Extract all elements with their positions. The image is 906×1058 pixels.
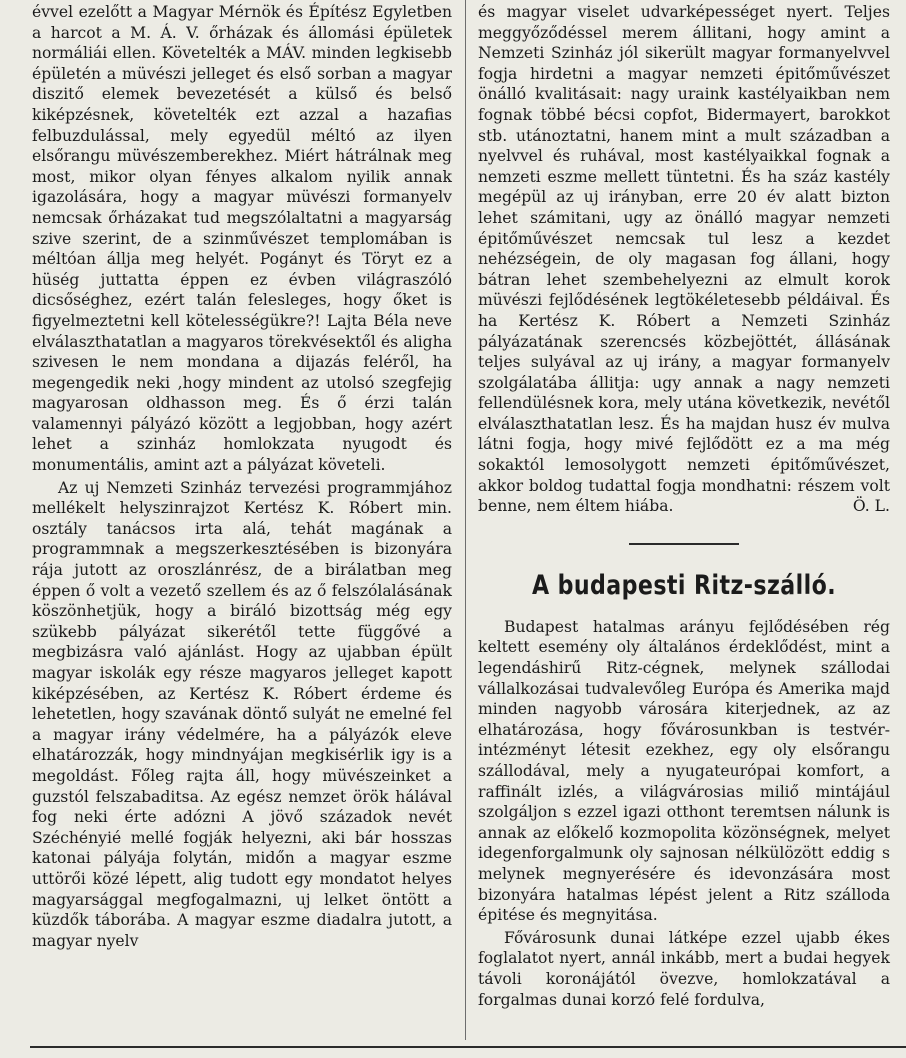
article-headline: A budapesti Ritz-szálló. (531, 569, 837, 601)
right-paragraph-2: Budapest hatalmas arányu fejlődésében rég keltett esemény oly általános érdeklődést, mint a legendáshirű Ritz-cégnek, melynek szállodai vállalkozásai tudvalevőleg Európa és Amerika majd minden nagyobb városára kiterjednek, az az elhatározása, hogy fővárosunkban is testvér-intézményt létesit ezekhez, egy oly elsőrangu szállodával, mely a nyugateurópai komfort, a raffinált izlés, a világvárosias miliő mintájául szolgáljon s ezzel igazi otthont teremtsen nálunk is annak az előkelő kozmopolita közönségnek, melyet idegenforgalmunk oly sajnosan nélkülözött eddig s melynek megnyerésére és idevonzására most bizonyára hatalmas lépést jelent a Ritz szálloda épitése és megnyitása. (478, 617, 890, 925)
column-divider (465, 0, 466, 1040)
right-column (478, 2, 890, 1010)
right-paragraph-1-text: és magyar viselet udvarképességet nyert. Teljes meggyőződéssel merem állitani, hogy amint a Nemzeti Szinház jól sikerült magyar formanyelvvel fogja hirdetni a magyar nemzeti épitőművészet önálló kvalitásait: nagy uraink kastélyaikban nem fognak többé bécsi copfot, Bidermayert, barokkot stb. utánoztatni, hanem mint a mult században a nyelvvel és ruhával, most kastélyaikkal fognak a nemzeti eszme mellett tüntetni. És ha száz kastély megépül az uj irányban, erre 20 év alatt bizton lehet számitani, ugy az önálló magyar nemzeti épitőművészet nemcsak tul lesz a kezdet nehézségein, de oly magasan fog állani, hogy bátran lehet szembehelyezni az elmult korok müvészi fejlődésének legtökéletesebb példáival. És ha Kertész K. Róbert a Nemzeti Szinház pályázatának szerencsés közbejöttét, állásának teljes sulyával az uj irány, a magyar formanyelv szolgálatába állitja: ugy annak a nagy nemzeti fellendülésnek kora, mely utána következik, nevétől elválaszthatatlan lesz. És ha majdan husz év mulva látni fogja, hogy mivé fejlődött ez a ma még sokaktól lemosolygott nemzeti épitőművészet, akkor boldog tudattal fogja mondhatni: részem volt benne, nem éltem hiába. (478, 3, 890, 516)
right-paragraph-3: Fővárosunk dunai látképe ezzel ujabb ékes foglalatot nyert, annál inkább, mert a budai hegyek távoli koronájától övezve, homlokzatával a forgalmas dunai korzó felé fordulva, (478, 928, 890, 1009)
left-paragraph-1: évvel ezelőtt a Magyar Mérnök és Építész Egyletben a harcot a M. Á. V. őrházak és állomási épületek normáliái ellen. Követelték a MÁV. minden legkisebb épületén a müvészi jelleget és első sorban a magyar diszitő elemek bevezetését a külső és belső kiképzésnek, követelték ezt azzal a hazafias felbuzdulással, mely egyedül méltó az ilyen elsőrangu müvészemberekhez. Miért hátrálnak meg most, mikor olyan fényes alkalom nyilik annak igazolására, hogy a magyar müvészi formanyelv nemcsak őrházakat tud megszólaltatni a magyarság szive szerint, de a szinművészet templomában is méltóan állja meg helyét. Pogányt és Töryt ez a hüség juttatta éppen ez évben világraszóló dicsőséghez, ezért talán felesleges, hogy őket is figyelmeztetni kell kötelességükre?! Lajta Béla neve elválaszthatatlan a magyaros törekvésektől és aligha szivesen le nem mondana a dijazás feléről, ha megengedik neki ,hogy mindent az utolsó szegfejig magyarosan oldhasson meg. És ő érzi talán valamennyi pályázó között a legjobban, hogy azért lehet a szinház homlokzata nyugodt és monumentális, amint azt a pályázat követeli. (32, 3, 452, 475)
left-column (32, 2, 452, 951)
right-paragraph-1 (478, 2, 890, 517)
left-paragraph-2: Az uj Nemzeti Szinház tervezési programmjához mellékelt helyszinrajzot Kertész K. Róbert min. osztály tanácsos irta alá, tehát magának a programmnak a megszerkesztésében is bizonyára rája jutott az oroszlánrész, de a birálatban meg éppen ő volt a vezető szellem és az ő felszólalásának köszönhetjük, hogy a biráló bizottság még egy szükebb pályázat sikerétől tette függővé a megbizásra való ajánlást. Hogy az ujabban épült magyar iskolák egy része magyaros jelleget kapott kiképzésében, az Kertész K. Róbert érdeme és lehetetlen, hogy szavának döntő sulyát ne emelné fel a magyar irány védelmére, ha a pályázók eleve elhatározzák, hogy mindnyájan megkisérlik igy is a megoldást. Főleg rajta áll, hogy müvészeinket a guzstól felszabaditsa. Az egész nemzet örök hálával fog neki érte adózni A jövő századok nevét Széchényié mellé fogják helyezni, aki bár hosszas katonai pályája folytán, midőn a magyar eszme uttörői közé lépett, alig tudott egy mondatot helyes magyarsággal megfogalmazni, uj lelket öntött a küzdők táborába. A magyar eszme diadalra jutott, a magyar nyelv (32, 478, 452, 950)
section-divider-rule (629, 543, 739, 545)
page-bottom-rule (30, 1046, 906, 1048)
author-signature: Ö. L. (852, 497, 890, 516)
